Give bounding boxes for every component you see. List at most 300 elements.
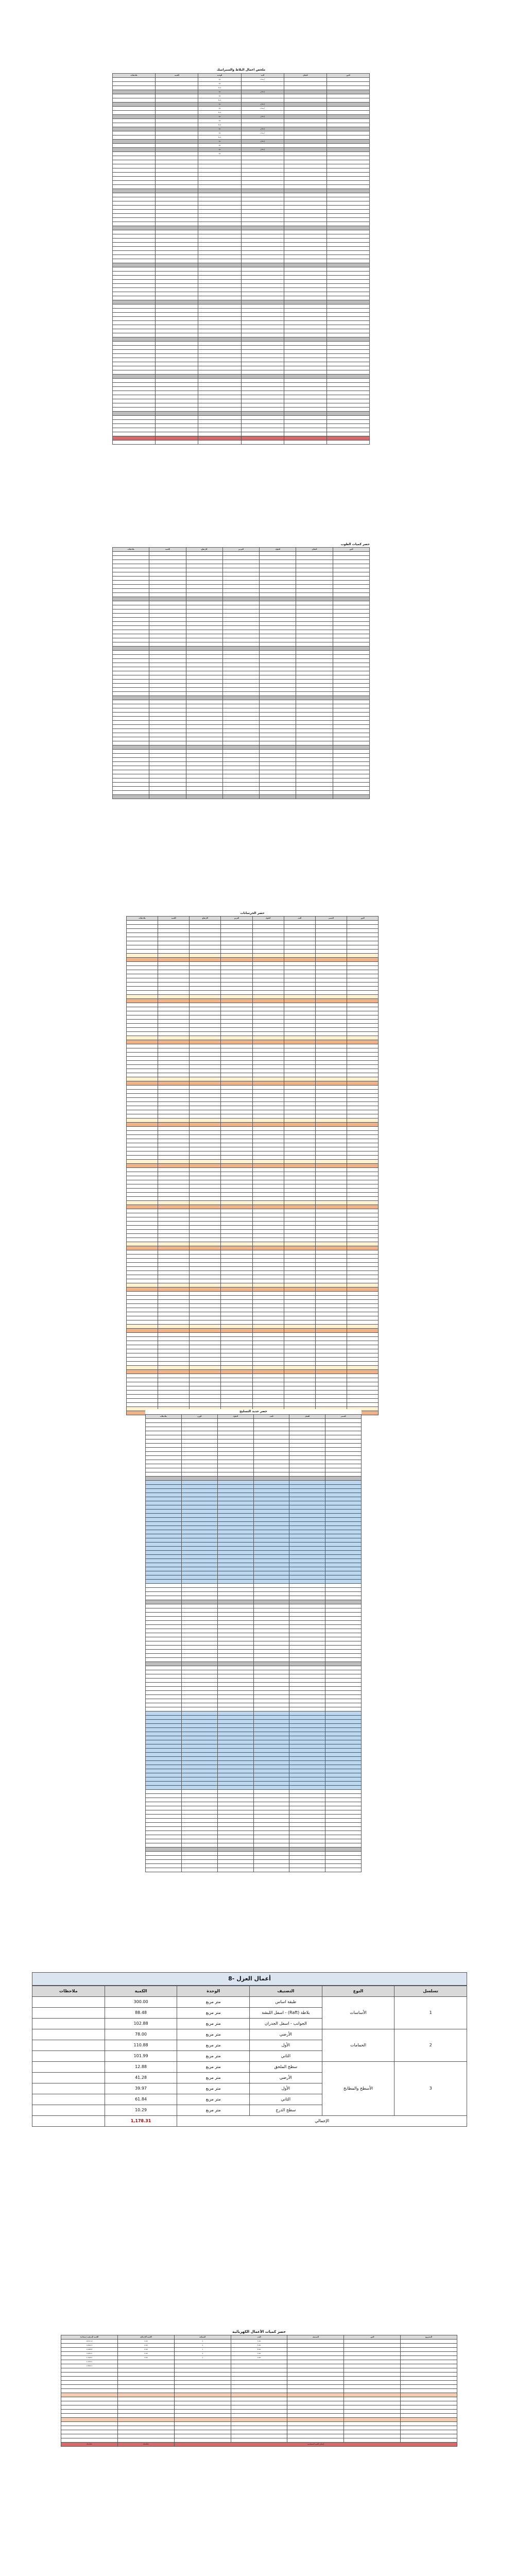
table-cell [146,1856,182,1860]
table-cell [252,1320,284,1325]
table-cell [296,692,333,696]
table-cell [190,1213,221,1217]
table-cell [284,1283,315,1287]
table-cell [327,234,369,239]
table-cell: 3.00 [117,2356,174,2360]
table-cell [287,2401,344,2405]
table-cell [284,1337,315,1341]
table-cell [158,1403,190,1407]
table-cell [149,589,186,593]
table-cell [289,1526,325,1530]
table-cell [287,2356,344,2360]
table-row [146,1547,362,1551]
table-cell [289,1419,325,1423]
table-row [127,1366,379,1370]
table-cell [146,1819,182,1823]
table-cell [333,552,369,556]
table-cell [221,1370,252,1374]
table-cell [315,1337,347,1341]
table-cell [325,1769,362,1773]
table-cell [325,1707,362,1711]
table-cell [253,1720,289,1724]
table-cell [221,1007,252,1011]
table-row [61,2422,457,2426]
table-cell [174,2430,231,2434]
table-cell [222,717,259,721]
table-cell [221,1143,252,1147]
table-row [113,115,370,119]
table-cell [325,1720,362,1724]
table-cell [315,1366,347,1370]
table-row [113,791,370,795]
table-row [146,1765,362,1769]
table-cell [284,1086,315,1090]
table-cell [253,1687,289,1691]
table-cell [198,432,241,436]
table-cell [217,1827,253,1831]
table-cell [347,1110,378,1114]
table-cell [333,585,369,589]
table-cell [221,966,252,970]
table-cell [284,1065,315,1069]
table-cell [284,991,315,995]
table-cell [113,230,156,234]
table-cell [289,1580,325,1584]
table-row [146,1559,362,1563]
table-cell [347,987,378,991]
table-cell [284,1341,315,1345]
remaining-quantity: 25,931 [61,2443,118,2447]
table-cell [284,342,327,346]
table-cell [156,111,198,115]
table-cell [327,267,369,272]
table-cell [149,787,186,791]
table-cell [284,1131,315,1135]
table-cell [61,2368,118,2372]
table-cell [217,1703,253,1707]
table-row [113,276,370,280]
table-cell [241,185,284,189]
table-cell [127,1193,158,1197]
table-cell [284,346,327,350]
table-cell [287,2393,344,2397]
table-cell [186,568,222,572]
table-row [127,1131,379,1135]
table-cell [156,296,198,300]
table-row [127,1048,379,1053]
table-cell [181,1423,217,1427]
table-cell [146,1868,182,1872]
table-row [146,1815,362,1819]
table-cell [127,1374,158,1378]
table-cell [333,568,369,572]
table-cell [156,177,198,181]
table-cell [158,1147,190,1151]
table-cell [113,655,149,659]
table-cell [156,300,198,304]
table-cell [260,564,296,568]
table-cell [113,263,156,267]
table-cell [315,1086,347,1090]
table-cell [127,925,158,929]
table-cell [146,1728,182,1732]
table-cell [221,1139,252,1143]
table-cell [127,1172,158,1176]
table-cell [127,1069,158,1073]
table-cell [156,350,198,354]
table-cell [186,609,222,614]
row-unit: متر مربع [177,2029,250,2040]
table-cell [253,1753,289,1757]
table-cell [174,2405,231,2410]
table-cell [333,696,369,700]
table-cell [284,999,315,1003]
table-cell [253,1625,289,1629]
table-cell [325,1806,362,1810]
column-header: العنصر [315,917,347,921]
table-cell [325,1646,362,1650]
table-cell [190,1065,221,1069]
table-cell [347,1160,378,1164]
table-cell [347,962,378,966]
table-cell [252,1403,284,1407]
table-cell [315,1061,347,1065]
table-cell [252,1345,284,1349]
table-cell [146,1613,182,1617]
table-cell [252,982,284,987]
table-cell [186,659,222,663]
total-quantity: 29,855 [117,2443,174,2447]
table-cell [347,1205,378,1209]
table-row [113,787,370,791]
table-cell [113,634,149,638]
table-cell [221,1275,252,1279]
table-cell [146,1571,182,1575]
table-cell [315,1184,347,1189]
table-cell [127,1378,158,1382]
table-cell [253,1641,289,1646]
table-cell [260,560,296,564]
table-row [113,243,370,247]
table-cell [284,1098,315,1102]
table-row [146,1575,362,1580]
row-unit: متر مربع [177,2019,250,2029]
table-cell [186,671,222,675]
table-cell [296,721,333,725]
table-row [113,164,370,168]
table-cell [327,111,369,115]
table-cell [149,609,186,614]
row-description: سطح الملحق [250,2062,322,2073]
table-cell [158,1366,190,1370]
table-cell [146,1456,182,1460]
table-cell [221,1304,252,1308]
table-cell [190,1304,221,1308]
table-cell [190,1349,221,1353]
table-cell [190,1164,221,1168]
table-cell [289,1481,325,1485]
table-cell [333,717,369,721]
table-cell [190,1193,221,1197]
table-cell [252,1147,284,1151]
table-cell [186,663,222,667]
table-row [146,1439,362,1444]
table-cell [284,337,327,342]
table-cell [252,1061,284,1065]
sheet-rebar [145,1409,362,1821]
table-cell [190,1300,221,1304]
table-row [146,1646,362,1650]
table-cell [289,1839,325,1843]
table-cell [296,750,333,754]
table-cell [146,1580,182,1584]
table-cell [289,1815,325,1819]
table-cell [190,1283,221,1287]
table-cell [127,1316,158,1320]
table-cell [296,626,333,630]
column-header: العدد [231,2335,287,2340]
table-cell [252,1028,284,1032]
table-cell [327,284,369,288]
table-cell [315,1127,347,1131]
table-cell [190,1028,221,1032]
table-cell [289,1510,325,1514]
table-cell [217,1510,253,1514]
table-cell [347,1090,378,1094]
table-cell [333,572,369,577]
table-cell [252,1176,284,1180]
table-cell [113,251,156,255]
table-cell [347,1217,378,1222]
table-cell [296,791,333,795]
table-cell [401,2356,457,2360]
table-cell [347,1189,378,1193]
table-cell [113,713,149,717]
table-row [113,350,370,354]
table-cell [231,2418,287,2422]
table-cell [252,1329,284,1333]
table-cell [284,123,327,127]
table-cell [156,168,198,173]
table-cell [181,1575,217,1580]
table-cell [325,1551,362,1555]
table-cell [284,925,315,929]
table-cell [127,921,158,925]
table-cell [217,1666,253,1670]
table-cell [113,791,149,795]
table-cell [113,787,149,791]
table-cell [158,1011,190,1015]
table-row [61,2360,457,2364]
table-cell [252,1374,284,1378]
table-cell [252,1300,284,1304]
table-cell [284,333,327,337]
table-cell [253,1815,289,1819]
table-cell [296,622,333,626]
table-cell [198,288,241,292]
table-cell [289,1761,325,1765]
table-cell [325,1464,362,1468]
table-cell [347,1197,378,1201]
table-cell [296,770,333,774]
table-cell [252,1255,284,1259]
table-cell [146,1815,182,1819]
table-cell [113,424,156,428]
table-cell [190,1378,221,1382]
table-row [146,1687,362,1691]
table-cell [113,403,156,408]
table-cell [315,1226,347,1230]
table-cell [113,346,156,350]
column-header: الكمية الإجمالية [117,2335,174,2340]
table-cell [217,1650,253,1654]
table-cell [158,1329,190,1333]
table-cell [146,1761,182,1765]
table-cell [113,131,156,135]
table-cell [347,1098,378,1102]
table-cell [221,1391,252,1395]
sheet-title: ملخص اعمال البلاط والسيراميك [216,68,266,72]
table-cell [252,954,284,958]
table-cell [260,741,296,745]
table-cell [284,86,327,90]
table-cell [61,2385,118,2389]
table-cell [347,1395,378,1399]
table-cell [156,333,198,337]
table-cell [156,408,198,412]
table-cell [253,1600,289,1604]
table-cell [113,778,149,783]
table-cell [113,684,149,688]
table-cell [287,2397,344,2401]
table-cell [190,1222,221,1226]
table-cell [181,1687,217,1691]
table-cell [146,1782,182,1786]
table-cell [315,1222,347,1226]
table-row [127,950,379,954]
table-cell [287,2410,344,2414]
table-cell [252,1135,284,1139]
table-cell [158,1057,190,1061]
table-cell [127,1020,158,1024]
table-cell [113,609,149,614]
table-cell [325,1790,362,1794]
table-cell [327,255,369,259]
table-cell [252,1073,284,1077]
table-row [146,1489,362,1493]
table-cell [253,1666,289,1670]
table-row [127,925,379,929]
table-cell [181,1848,217,1852]
table-row [113,214,370,218]
table-cell [284,107,327,111]
table-cell [315,1205,347,1209]
table-cell: م.ط [198,111,241,115]
column-header: الدور [333,548,369,552]
table-cell [347,950,378,954]
table-cell [156,358,198,362]
table-cell [181,1633,217,1637]
table-row [113,605,370,609]
table-row [127,1259,379,1263]
table-cell [127,1279,158,1283]
table-row [127,1057,379,1061]
table-cell [347,1143,378,1147]
table-cell [113,601,149,605]
table-cell [221,1263,252,1267]
table-cell [127,937,158,941]
table-cell [315,1189,347,1193]
table-cell [221,974,252,978]
table-cell [146,1860,182,1864]
table-cell [149,572,186,577]
table-cell [289,1559,325,1563]
table-cell [260,692,296,696]
table-cell [158,1118,190,1123]
table-cell [333,655,369,659]
table-cell [253,1790,289,1794]
table-cell [190,1098,221,1102]
table-cell [347,1020,378,1024]
table-cell [146,1633,182,1637]
table-row [127,1217,379,1222]
table-cell [325,1592,362,1596]
table-cell [289,1584,325,1588]
table-cell [113,412,156,416]
table-cell [217,1720,253,1724]
table-cell [127,1283,158,1287]
table-cell [127,1160,158,1164]
table-cell [284,1180,315,1184]
table-cell [325,1641,362,1646]
table-cell: 4.00 [231,2356,287,2360]
table-cell [284,1057,315,1061]
table-row [61,2368,457,2372]
table-row [146,1608,362,1613]
table-row [32,2062,467,2073]
table-cell [325,1773,362,1777]
table-cell [221,1255,252,1259]
table-cell [190,1325,221,1329]
table-cell [325,1798,362,1802]
table-cell [156,185,198,189]
row-quantity: 39.97 [105,2083,177,2094]
table-cell [181,1843,217,1848]
table-cell [190,1118,221,1123]
table-row [127,1024,379,1028]
row-unit: متر مربع [177,2008,250,2019]
table-cell [344,2348,401,2352]
table-cell [284,185,327,189]
table-cell [289,1444,325,1448]
table-cell [113,329,156,333]
table-cell [181,1654,217,1658]
row-description: الثاني [250,2051,322,2062]
table-row [113,420,370,424]
table-cell [149,597,186,601]
table-cell [284,1279,315,1283]
table-cell [344,2356,401,2360]
table-cell [253,1477,289,1481]
table-cell [222,597,259,601]
table-cell [284,958,315,962]
table-cell [149,585,186,589]
table-cell [253,1551,289,1555]
table-cell [217,1439,253,1444]
table-cell [181,1773,217,1777]
table-cell [253,1695,289,1699]
table-cell [284,144,327,148]
